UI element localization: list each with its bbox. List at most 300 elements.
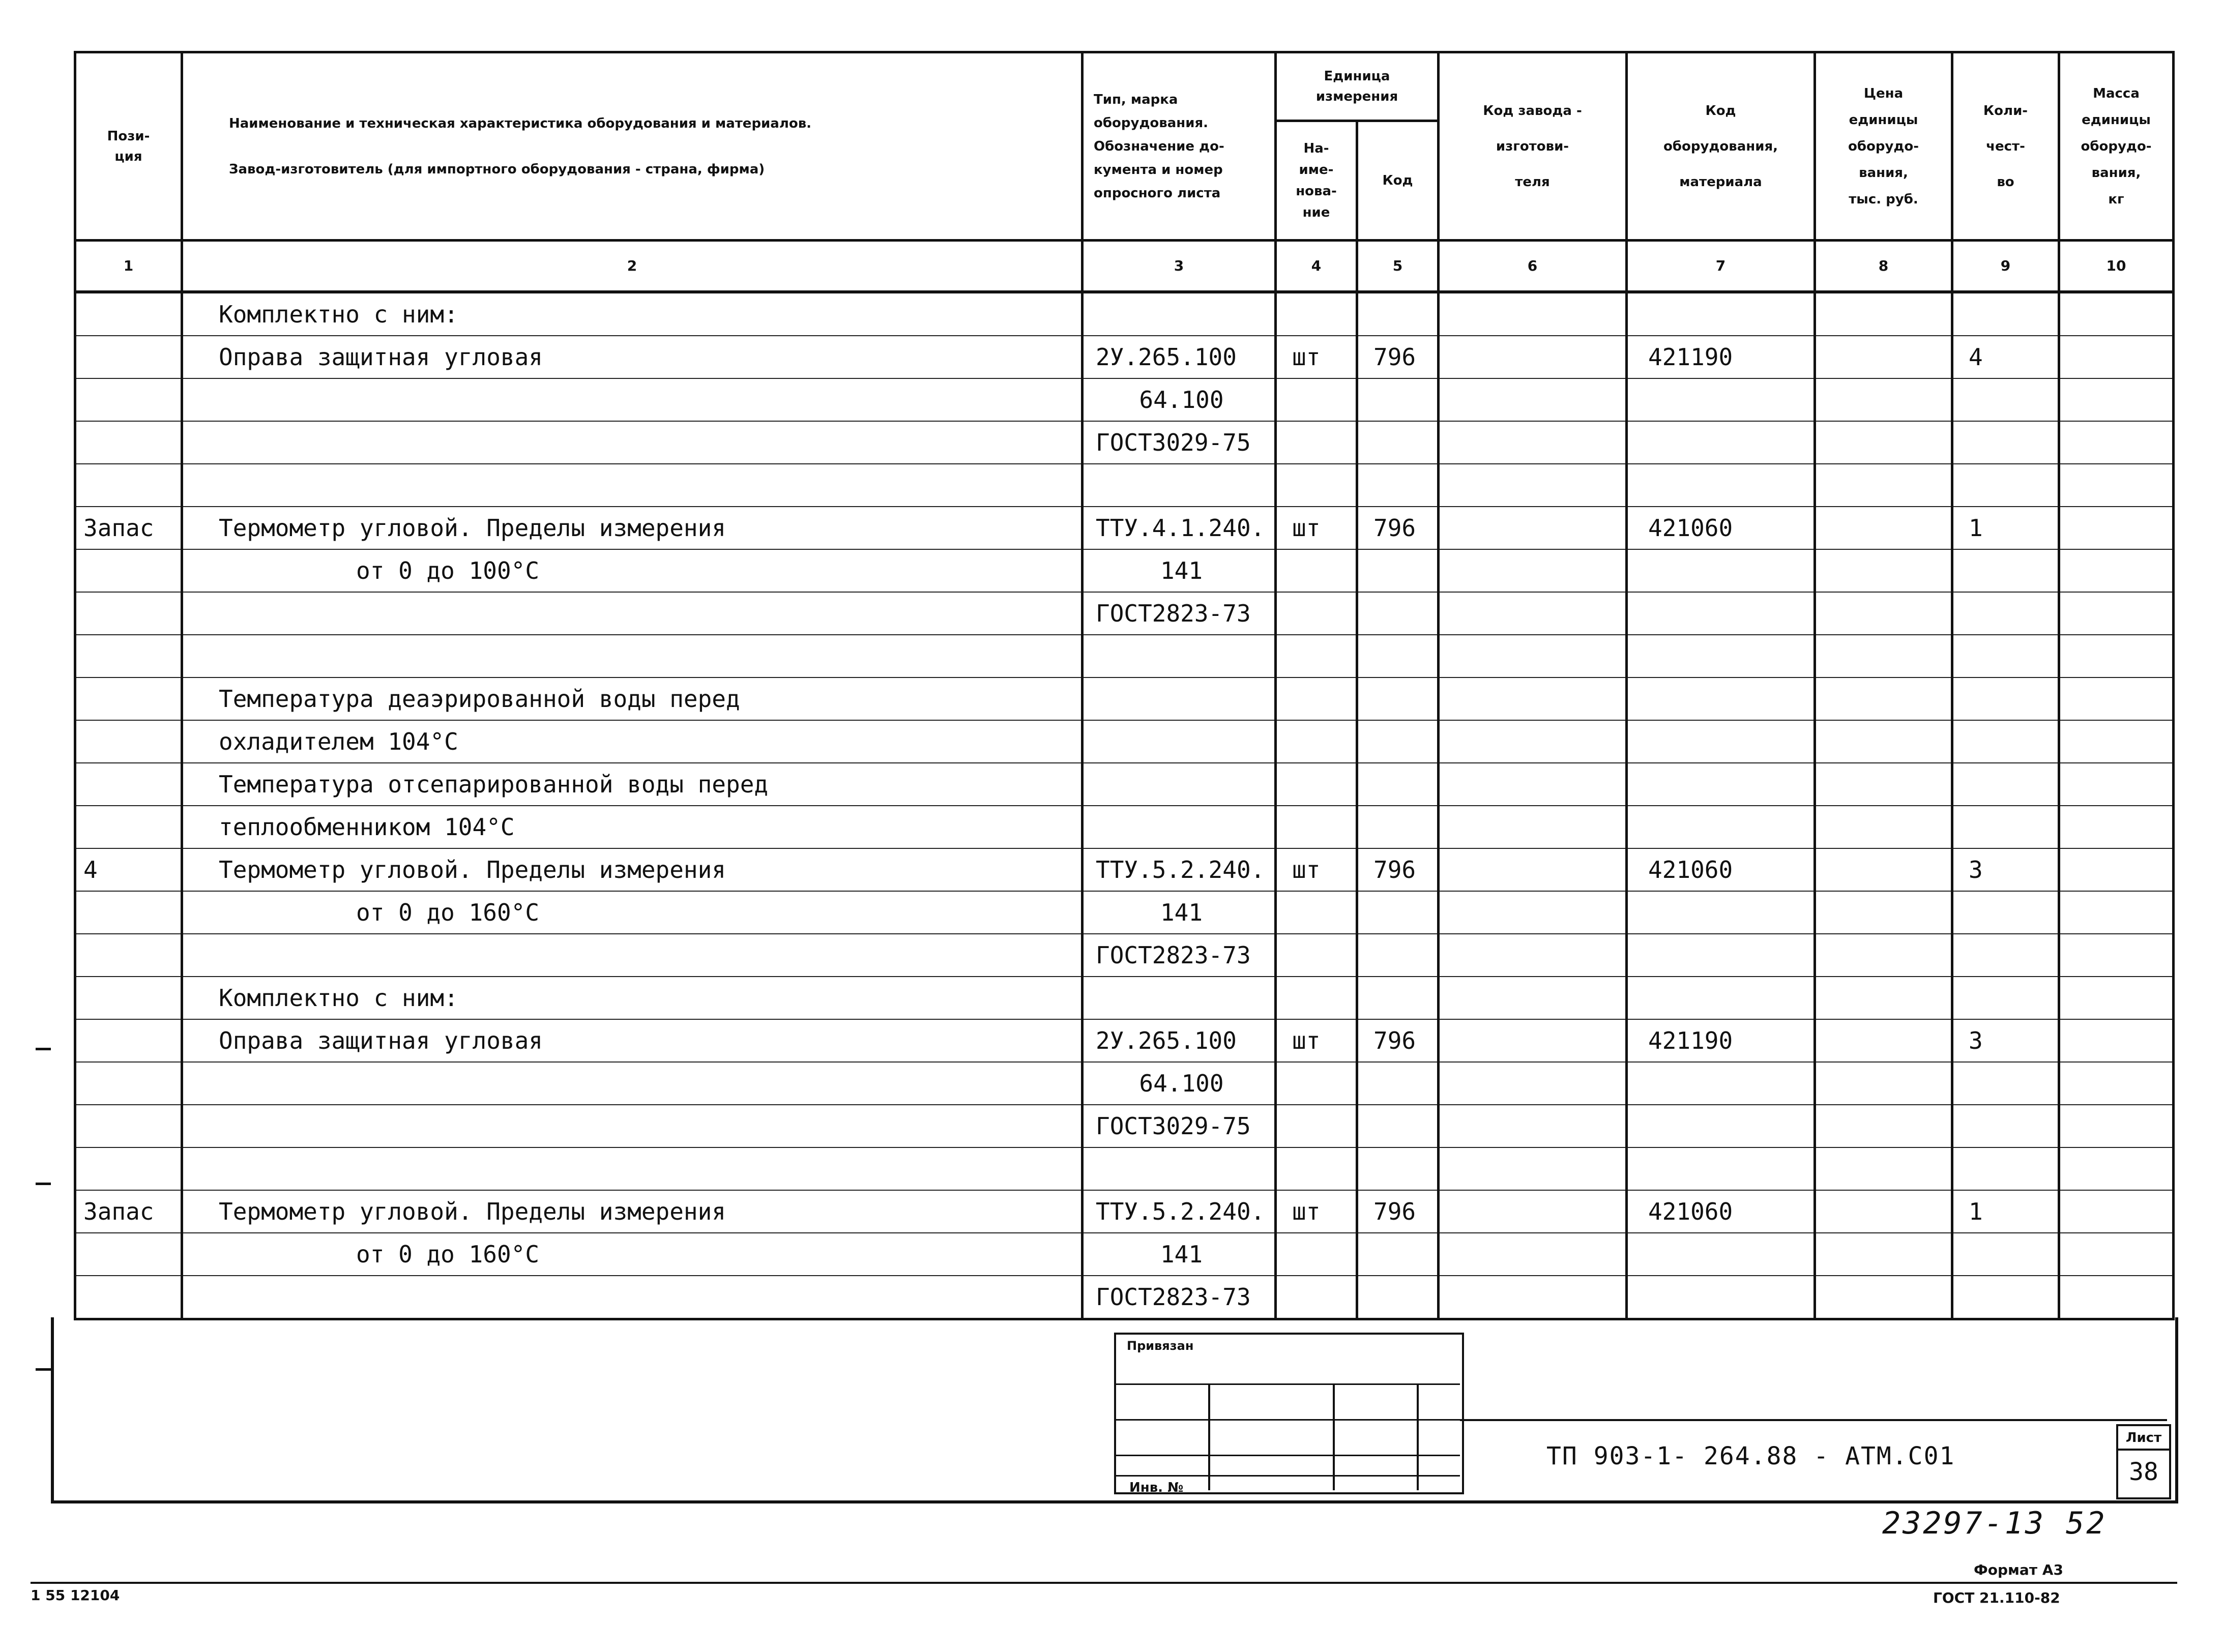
table-row bbox=[75, 848, 2174, 891]
cell-mass bbox=[2059, 977, 2174, 1019]
table-row bbox=[75, 507, 2174, 549]
cell-quantity bbox=[1952, 720, 2059, 763]
cell-factory-code bbox=[1439, 934, 1627, 977]
cell-type-doc bbox=[1083, 977, 1276, 1019]
cell-equipment-code bbox=[1627, 549, 1815, 592]
cell-type-doc: ГОСТ3029-75 bbox=[1083, 1105, 1276, 1147]
header-unit-code: Код bbox=[1357, 121, 1439, 241]
cell-price bbox=[1815, 292, 1952, 336]
header-name bbox=[182, 52, 1083, 241]
cell-equipment-code bbox=[1627, 763, 1815, 806]
cell-equipment-code: 421190 bbox=[1627, 336, 1815, 378]
cell-mass bbox=[2059, 1233, 2174, 1276]
cell-equipment-code bbox=[1627, 720, 1815, 763]
cell-position bbox=[75, 763, 182, 806]
cell-equipment-code bbox=[1627, 806, 1815, 848]
cell-unit-name bbox=[1276, 464, 1357, 507]
cell-name: Термометр угловой. Пределы измерения bbox=[182, 848, 1083, 891]
cell-quantity bbox=[1952, 934, 2059, 977]
cell-price bbox=[1815, 1062, 1952, 1105]
table-row bbox=[75, 421, 2174, 464]
cell-price bbox=[1815, 977, 1952, 1019]
cell-unit-code bbox=[1357, 677, 1439, 720]
cell-price bbox=[1815, 1147, 1952, 1190]
margin-tick bbox=[36, 1048, 51, 1050]
column-number: 5 bbox=[1357, 241, 1439, 292]
cell-price bbox=[1815, 1105, 1952, 1147]
cell-factory-code bbox=[1439, 549, 1627, 592]
cell-quantity bbox=[1952, 378, 2059, 421]
cell-equipment-code bbox=[1627, 891, 1815, 934]
cell-equipment-code: 421190 bbox=[1627, 1019, 1815, 1062]
cell-quantity bbox=[1952, 292, 2059, 336]
header-factory-code: Код завода - изготови- теля bbox=[1439, 52, 1627, 241]
column-numbers-row bbox=[75, 241, 2174, 292]
column-number: 9 bbox=[1952, 241, 2059, 292]
cell-equipment-code: 421060 bbox=[1627, 848, 1815, 891]
cell-quantity bbox=[1952, 1233, 2059, 1276]
cell-name: от 0 до 100°С bbox=[182, 549, 1083, 592]
sheet-box bbox=[2116, 1424, 2171, 1499]
cell-unit-name: шт bbox=[1276, 507, 1357, 549]
cell-price bbox=[1815, 592, 1952, 635]
cell-price bbox=[1815, 464, 1952, 507]
cell-mass bbox=[2059, 336, 2174, 378]
cell-unit-code bbox=[1357, 1105, 1439, 1147]
cell-factory-code bbox=[1439, 1233, 1627, 1276]
header-type-doc-line: Обозначение до- bbox=[1094, 138, 1224, 154]
cell-type-doc: 141 bbox=[1083, 549, 1276, 592]
cell-equipment-code bbox=[1627, 977, 1815, 1019]
cell-unit-name bbox=[1276, 934, 1357, 977]
document-code: ТП 903-1- 264.88 - АТМ.С01 bbox=[1546, 1442, 1955, 1470]
cell-name: от 0 до 160°С bbox=[182, 1233, 1083, 1276]
cell-name bbox=[182, 635, 1083, 677]
cell-quantity bbox=[1952, 977, 2059, 1019]
cell-unit-code bbox=[1357, 421, 1439, 464]
cell-equipment-code bbox=[1627, 635, 1815, 677]
cell-position bbox=[75, 934, 182, 977]
column-number: 10 bbox=[2059, 241, 2174, 292]
table-row bbox=[75, 464, 2174, 507]
cell-unit-name bbox=[1276, 891, 1357, 934]
margin-tick bbox=[36, 1368, 51, 1371]
cell-mass bbox=[2059, 934, 2174, 977]
header-type-doc bbox=[1083, 52, 1276, 241]
cell-unit-code bbox=[1357, 1233, 1439, 1276]
cell-price bbox=[1815, 763, 1952, 806]
cell-factory-code bbox=[1439, 720, 1627, 763]
cell-equipment-code bbox=[1627, 1105, 1815, 1147]
cell-type-doc: ГОСТ3029-75 bbox=[1083, 421, 1276, 464]
cell-name bbox=[182, 464, 1083, 507]
cell-factory-code bbox=[1439, 977, 1627, 1019]
cell-type-doc: ГОСТ2823-73 bbox=[1083, 592, 1276, 635]
cell-price bbox=[1815, 806, 1952, 848]
cell-position: Запас bbox=[75, 1190, 182, 1233]
cell-mass bbox=[2059, 720, 2174, 763]
cell-unit-name: шт bbox=[1276, 1019, 1357, 1062]
cell-name bbox=[182, 1062, 1083, 1105]
cell-factory-code bbox=[1439, 378, 1627, 421]
cell-mass bbox=[2059, 1105, 2174, 1147]
cell-position bbox=[75, 336, 182, 378]
cell-position: 4 bbox=[75, 848, 182, 891]
cell-equipment-code bbox=[1627, 292, 1815, 336]
cell-type-doc: 141 bbox=[1083, 1233, 1276, 1276]
cell-position bbox=[75, 464, 182, 507]
cell-unit-name bbox=[1276, 421, 1357, 464]
cell-type-doc: 2У.265.100 bbox=[1083, 336, 1276, 378]
header-name-line2: Завод-изготовитель (для импортного оборудования - страна, фирма) bbox=[229, 161, 765, 177]
cell-equipment-code bbox=[1627, 677, 1815, 720]
cell-unit-code bbox=[1357, 891, 1439, 934]
cell-position bbox=[75, 1062, 182, 1105]
header-type-doc-line: кумента и номер bbox=[1094, 162, 1223, 178]
cell-quantity bbox=[1952, 1105, 2059, 1147]
cell-type-doc: ГОСТ2823-73 bbox=[1083, 934, 1276, 977]
header-equipment-code: Код оборудования, материала bbox=[1627, 52, 1815, 241]
cell-price bbox=[1815, 378, 1952, 421]
cell-position: Запас bbox=[75, 507, 182, 549]
cell-equipment-code bbox=[1627, 464, 1815, 507]
column-number: 6 bbox=[1439, 241, 1627, 292]
cell-mass bbox=[2059, 592, 2174, 635]
cell-mass bbox=[2059, 1190, 2174, 1233]
table-row bbox=[75, 1190, 2174, 1233]
cell-name: Термометр угловой. Пределы измерения bbox=[182, 1190, 1083, 1233]
cell-name bbox=[182, 592, 1083, 635]
cell-mass bbox=[2059, 806, 2174, 848]
cell-quantity: 4 bbox=[1952, 336, 2059, 378]
cell-type-doc: 64.100 bbox=[1083, 378, 1276, 421]
cell-price bbox=[1815, 891, 1952, 934]
cell-unit-name bbox=[1276, 1276, 1357, 1319]
column-number: 8 bbox=[1815, 241, 1952, 292]
table-row bbox=[75, 1105, 2174, 1147]
cell-unit-code bbox=[1357, 1147, 1439, 1190]
cell-unit-name bbox=[1276, 292, 1357, 336]
cell-type-doc bbox=[1083, 292, 1276, 336]
cell-position bbox=[75, 720, 182, 763]
cell-mass bbox=[2059, 848, 2174, 891]
cell-factory-code bbox=[1439, 763, 1627, 806]
header-type-doc-line: оборудования. bbox=[1094, 115, 1209, 131]
cell-unit-code: 796 bbox=[1357, 848, 1439, 891]
table-row bbox=[75, 635, 2174, 677]
inventory-number-label: Инв. № bbox=[1129, 1480, 1184, 1495]
cell-position bbox=[75, 1233, 182, 1276]
sheet-label: Лист bbox=[2118, 1430, 2169, 1451]
cell-unit-code: 796 bbox=[1357, 507, 1439, 549]
cell-factory-code bbox=[1439, 1190, 1627, 1233]
cell-type-doc: ТТУ.4.1.240. bbox=[1083, 507, 1276, 549]
cell-quantity bbox=[1952, 592, 2059, 635]
table-row bbox=[75, 1019, 2174, 1062]
cell-mass bbox=[2059, 677, 2174, 720]
cell-mass bbox=[2059, 507, 2174, 549]
cell-equipment-code bbox=[1627, 1233, 1815, 1276]
cell-position bbox=[75, 1105, 182, 1147]
cell-quantity bbox=[1952, 763, 2059, 806]
cell-position bbox=[75, 378, 182, 421]
cell-price bbox=[1815, 1233, 1952, 1276]
cell-factory-code bbox=[1439, 507, 1627, 549]
cell-unit-name bbox=[1276, 592, 1357, 635]
cell-type-doc: 64.100 bbox=[1083, 1062, 1276, 1105]
cell-name bbox=[182, 1105, 1083, 1147]
cell-type-doc bbox=[1083, 635, 1276, 677]
cell-unit-name bbox=[1276, 763, 1357, 806]
cell-mass bbox=[2059, 421, 2174, 464]
cell-equipment-code: 421060 bbox=[1627, 1190, 1815, 1233]
cell-type-doc: 141 bbox=[1083, 891, 1276, 934]
table-row bbox=[75, 1062, 2174, 1105]
header-name-line1: Наименование и техническая характеристика оборудования и материалов. bbox=[229, 115, 812, 131]
cell-factory-code bbox=[1439, 421, 1627, 464]
cell-name: от 0 до 160°С bbox=[182, 891, 1083, 934]
table-row bbox=[75, 934, 2174, 977]
cell-quantity bbox=[1952, 806, 2059, 848]
cell-name: Температура деаэрированной воды перед bbox=[182, 677, 1083, 720]
cell-position bbox=[75, 1019, 182, 1062]
cell-factory-code bbox=[1439, 1019, 1627, 1062]
header-price: Цена единицы оборудо- вания, тыс. руб. bbox=[1815, 52, 1952, 241]
table-body bbox=[75, 292, 2174, 1319]
cell-type-doc bbox=[1083, 464, 1276, 507]
cell-mass bbox=[2059, 464, 2174, 507]
cell-position bbox=[75, 1276, 182, 1319]
cell-position bbox=[75, 891, 182, 934]
cell-price bbox=[1815, 1019, 1952, 1062]
cell-factory-code bbox=[1439, 806, 1627, 848]
cell-unit-code bbox=[1357, 635, 1439, 677]
cell-mass bbox=[2059, 1019, 2174, 1062]
cell-equipment-code bbox=[1627, 421, 1815, 464]
cell-unit-code bbox=[1357, 549, 1439, 592]
cell-type-doc bbox=[1083, 1147, 1276, 1190]
cell-quantity: 3 bbox=[1952, 1019, 2059, 1062]
cell-unit-code bbox=[1357, 292, 1439, 336]
cell-position bbox=[75, 677, 182, 720]
cell-price bbox=[1815, 1276, 1952, 1319]
cell-price bbox=[1815, 421, 1952, 464]
cell-unit-name bbox=[1276, 720, 1357, 763]
cell-quantity bbox=[1952, 635, 2059, 677]
cell-factory-code bbox=[1439, 464, 1627, 507]
cell-factory-code bbox=[1439, 292, 1627, 336]
table-row bbox=[75, 891, 2174, 934]
table-header bbox=[75, 52, 2174, 292]
table-row bbox=[75, 378, 2174, 421]
cell-price bbox=[1815, 677, 1952, 720]
cell-unit-code bbox=[1357, 720, 1439, 763]
cell-mass bbox=[2059, 1147, 2174, 1190]
table-row bbox=[75, 1276, 2174, 1319]
table-row bbox=[75, 1233, 2174, 1276]
cell-unit-name bbox=[1276, 677, 1357, 720]
cell-name bbox=[182, 1276, 1083, 1319]
table-row bbox=[75, 1147, 2174, 1190]
cell-equipment-code bbox=[1627, 934, 1815, 977]
margin-tick bbox=[36, 1183, 51, 1185]
cell-price bbox=[1815, 720, 1952, 763]
cell-unit-code bbox=[1357, 977, 1439, 1019]
footer-left-code: 1 55 12104 bbox=[31, 1587, 120, 1604]
cell-position bbox=[75, 549, 182, 592]
cell-type-doc bbox=[1083, 763, 1276, 806]
cell-factory-code bbox=[1439, 1062, 1627, 1105]
table-row bbox=[75, 977, 2174, 1019]
cell-price bbox=[1815, 1190, 1952, 1233]
specification-table bbox=[74, 51, 2175, 1320]
table-row bbox=[75, 763, 2174, 806]
cell-type-doc: ТТУ.5.2.240. bbox=[1083, 848, 1276, 891]
cell-price bbox=[1815, 336, 1952, 378]
cell-equipment-code bbox=[1627, 1147, 1815, 1190]
cell-unit-code bbox=[1357, 806, 1439, 848]
cell-unit-name bbox=[1276, 1062, 1357, 1105]
cell-name: теплообменником 104°С bbox=[182, 806, 1083, 848]
footer-line bbox=[31, 1582, 2177, 1584]
cell-name bbox=[182, 1147, 1083, 1190]
header-quantity: Коли- чест- во bbox=[1952, 52, 2059, 241]
cell-unit-name bbox=[1276, 1105, 1357, 1147]
cell-mass bbox=[2059, 378, 2174, 421]
cell-type-doc: ГОСТ2823-73 bbox=[1083, 1276, 1276, 1319]
cell-name: Температура отсепарированной воды перед bbox=[182, 763, 1083, 806]
cell-mass bbox=[2059, 891, 2174, 934]
header-unit-group: Единица измерения bbox=[1276, 52, 1439, 121]
cell-position bbox=[75, 806, 182, 848]
cell-unit-code: 796 bbox=[1357, 1019, 1439, 1062]
table-row bbox=[75, 806, 2174, 848]
cell-quantity bbox=[1952, 1276, 2059, 1319]
cell-unit-name bbox=[1276, 1233, 1357, 1276]
cell-unit-name bbox=[1276, 549, 1357, 592]
cell-factory-code bbox=[1439, 848, 1627, 891]
cell-mass bbox=[2059, 1276, 2174, 1319]
cell-factory-code bbox=[1439, 1147, 1627, 1190]
format-label: Формат А3 bbox=[1974, 1561, 2063, 1578]
table-row bbox=[75, 720, 2174, 763]
table-row bbox=[75, 677, 2174, 720]
cell-equipment-code bbox=[1627, 378, 1815, 421]
cell-quantity bbox=[1952, 421, 2059, 464]
header-unit-name: На- име- нова- ние bbox=[1276, 121, 1357, 241]
cell-name: Комплектно с ним: bbox=[182, 292, 1083, 336]
cell-position bbox=[75, 592, 182, 635]
table-row bbox=[75, 336, 2174, 378]
cell-price bbox=[1815, 635, 1952, 677]
cell-mass bbox=[2059, 763, 2174, 806]
cell-price bbox=[1815, 934, 1952, 977]
cell-factory-code bbox=[1439, 677, 1627, 720]
cell-unit-code bbox=[1357, 1062, 1439, 1105]
cell-equipment-code: 421060 bbox=[1627, 507, 1815, 549]
cell-factory-code bbox=[1439, 336, 1627, 378]
binding-grid bbox=[1114, 1333, 1464, 1494]
cell-quantity bbox=[1952, 1147, 2059, 1190]
cell-name bbox=[182, 934, 1083, 977]
cell-unit-name bbox=[1276, 806, 1357, 848]
cell-quantity bbox=[1952, 891, 2059, 934]
cell-unit-name bbox=[1276, 977, 1357, 1019]
cell-unit-name: шт bbox=[1276, 848, 1357, 891]
cell-name: Оправа защитная угловая bbox=[182, 1019, 1083, 1062]
cell-position bbox=[75, 977, 182, 1019]
cell-factory-code bbox=[1439, 1105, 1627, 1147]
cell-price bbox=[1815, 848, 1952, 891]
column-number: 3 bbox=[1083, 241, 1276, 292]
cell-unit-code bbox=[1357, 763, 1439, 806]
cell-mass bbox=[2059, 549, 2174, 592]
cell-unit-code: 796 bbox=[1357, 1190, 1439, 1233]
cell-unit-code bbox=[1357, 592, 1439, 635]
header-mass: Масса единицы оборудо- вания, кг bbox=[2059, 52, 2174, 241]
cell-factory-code bbox=[1439, 1276, 1627, 1319]
cell-unit-name: шт bbox=[1276, 336, 1357, 378]
cell-unit-name bbox=[1276, 1147, 1357, 1190]
cell-factory-code bbox=[1439, 592, 1627, 635]
cell-unit-name: шт bbox=[1276, 1190, 1357, 1233]
cell-type-doc: 2У.265.100 bbox=[1083, 1019, 1276, 1062]
cell-position bbox=[75, 635, 182, 677]
cell-mass bbox=[2059, 635, 2174, 677]
cell-name: Термометр угловой. Пределы измерения bbox=[182, 507, 1083, 549]
column-number: 7 bbox=[1627, 241, 1815, 292]
cell-name: охладителем 104°С bbox=[182, 720, 1083, 763]
cell-quantity bbox=[1952, 1062, 2059, 1105]
table-row bbox=[75, 592, 2174, 635]
header-position: Пози- ция bbox=[75, 52, 182, 241]
column-number: 2 bbox=[182, 241, 1083, 292]
cell-factory-code bbox=[1439, 891, 1627, 934]
cell-price bbox=[1815, 549, 1952, 592]
cell-quantity bbox=[1952, 549, 2059, 592]
cell-unit-code bbox=[1357, 378, 1439, 421]
column-number: 4 bbox=[1276, 241, 1357, 292]
cell-unit-code bbox=[1357, 934, 1439, 977]
cell-quantity: 1 bbox=[1952, 1190, 2059, 1233]
cell-quantity: 3 bbox=[1952, 848, 2059, 891]
cell-price bbox=[1815, 507, 1952, 549]
cell-type-doc: ТТУ.5.2.240. bbox=[1083, 1190, 1276, 1233]
cell-name bbox=[182, 421, 1083, 464]
cell-quantity bbox=[1952, 677, 2059, 720]
cell-equipment-code bbox=[1627, 1276, 1815, 1319]
cell-unit-code bbox=[1357, 1276, 1439, 1319]
cell-mass bbox=[2059, 292, 2174, 336]
gost-label: ГОСТ 21.110-82 bbox=[1933, 1589, 2060, 1606]
cell-type-doc bbox=[1083, 677, 1276, 720]
header-type-doc-line: Тип, марка bbox=[1094, 92, 1178, 107]
bound-label: Привязан bbox=[1127, 1339, 1194, 1353]
table-row bbox=[75, 549, 2174, 592]
column-number: 1 bbox=[75, 241, 182, 292]
cell-mass bbox=[2059, 1062, 2174, 1105]
sheet-number: 38 bbox=[2129, 1458, 2158, 1486]
header-type-doc-lines bbox=[1094, 88, 1267, 205]
cell-unit-code bbox=[1357, 464, 1439, 507]
cell-name bbox=[182, 378, 1083, 421]
cell-position bbox=[75, 292, 182, 336]
cell-equipment-code bbox=[1627, 592, 1815, 635]
cell-position bbox=[75, 421, 182, 464]
cell-quantity bbox=[1952, 464, 2059, 507]
cell-unit-name bbox=[1276, 378, 1357, 421]
archive-stamp-number: 23297-13 52 bbox=[1882, 1506, 2107, 1541]
